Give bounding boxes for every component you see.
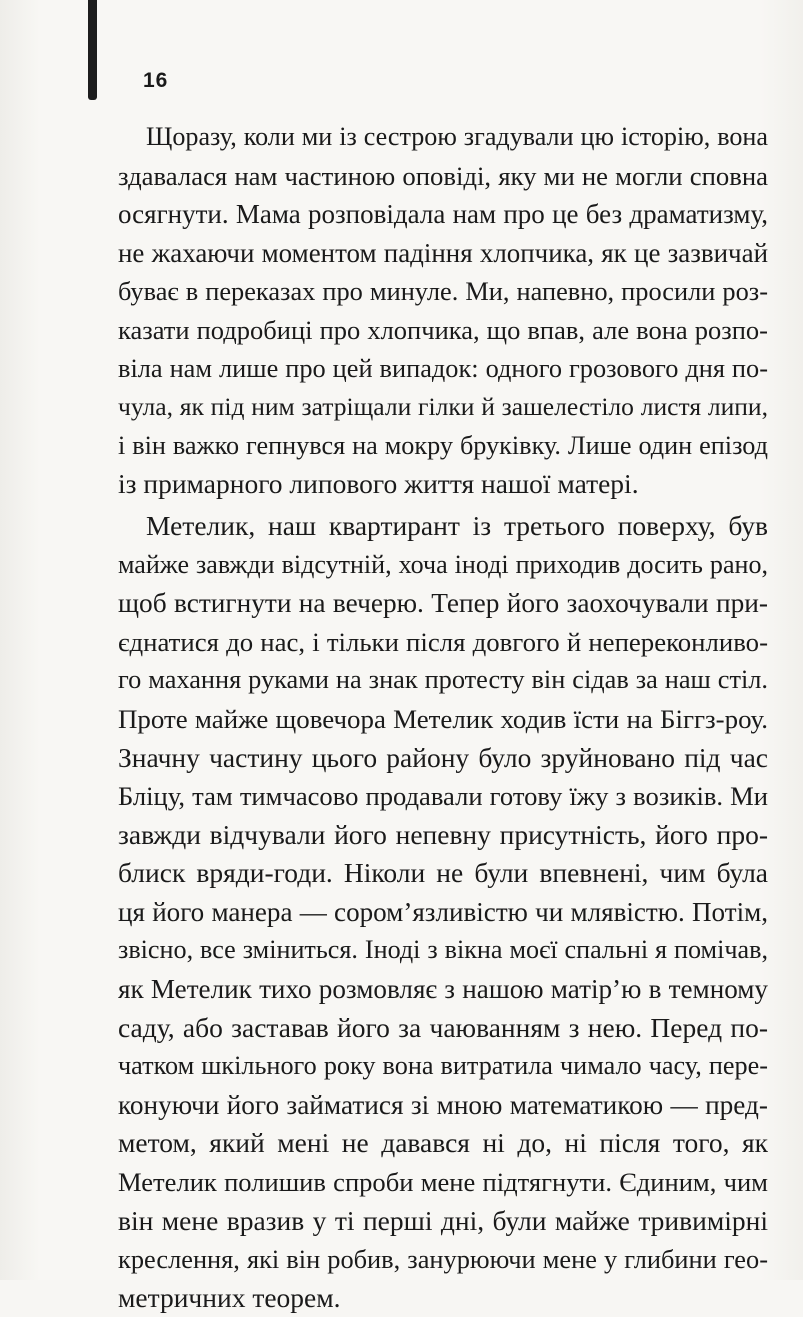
text-line: Бліцу, там тимчасово продавали готову їжу з возиків. Ми (118, 781, 768, 812)
text-line: ця його манера — сором’язливістю чи млявістю. Потім, (118, 896, 768, 927)
text-line: звісно, все зміниться. Іноді з вікна моєї спальні я помічав, (118, 935, 768, 965)
body-text (118, 118, 768, 1317)
text-line: Метелик, наш квартирант із третього поверху, був (146, 509, 768, 541)
text-line: конуючи його займатися зі мною математикою — пред- (118, 1089, 768, 1120)
text-line: як Метелик тихо розмовляє з нашою матір’ю в темному (118, 974, 768, 1005)
text-line: саду, або заставав його за чаюванням з нею. Перед по- (118, 1011, 768, 1043)
text-line: єднатися до нас, і тільки після довгого й непереконливо- (118, 626, 768, 657)
text-line: Значну частину цього району було зруйновано під час (118, 741, 768, 773)
text-line: і він важко гепнувся на мокру бруківку. Лише один епізод (118, 430, 768, 460)
text-line: метричних теорем. (118, 1281, 341, 1313)
text-line: буває в переказах про минуле. Ми, напевно, просили роз- (118, 276, 768, 307)
text-line: чатком шкільного року вона витратила чимало часу, пере- (118, 1051, 768, 1081)
text-line: казати подробиці про хлопчика, що впав, але вона розпо- (118, 314, 768, 345)
text-line: креслення, які він робив, занурюючи мене у глибини гео- (118, 1244, 768, 1275)
text-line: майже завжди відсутній, хоча іноді приходив досить рано, (118, 549, 768, 579)
text-line: завжди відчували його непевну присутність, його про- (118, 818, 768, 850)
text-line: із примарного липового життя нашої матері. (118, 468, 639, 500)
text-line: метом, який мені не давався ні до, ні після того, як (118, 1127, 768, 1159)
text-line: він мене вразив у ті перші дні, були майже тривимірні (118, 1204, 768, 1236)
text-line: осягнути. Мама розповідала нам про це без драматизму, (118, 199, 768, 230)
text-line: Проте майже щовечора Метелик ходив їсти на Біггз-роу. (118, 703, 768, 734)
text-line: не жахаючи моментом падіння хлопчика, як це зазвичай (118, 237, 768, 268)
page-number: 16 (143, 69, 169, 92)
paragraph-1 (118, 118, 768, 504)
text-line: щоб встигнути на вечерю. Тепер його заохочували при- (118, 588, 768, 619)
binding-edge (88, 0, 97, 100)
text-line: чула, як під ним затріщали гілки й зашелестіло листя липи, (118, 392, 768, 422)
text-line: здавалася нам частиною оповіді, яку ми не могли сповна (118, 160, 768, 191)
text-line: Щоразу, коли ми із сестрою згадували цю історію, вона (146, 122, 768, 151)
text-line: блиск вряди-годи. Ніколи не були впевнені, чим була (118, 857, 768, 889)
paragraph-2 (118, 507, 768, 1317)
text-line: го махання руками на знак протесту він сідав за наш стіл. (118, 665, 768, 695)
text-line: віла нам лише про цей випадок: одного грозового дня по- (118, 353, 768, 383)
text-line: Метелик полишив спроби мене підтягнути. Єдиним, чим (118, 1167, 768, 1198)
